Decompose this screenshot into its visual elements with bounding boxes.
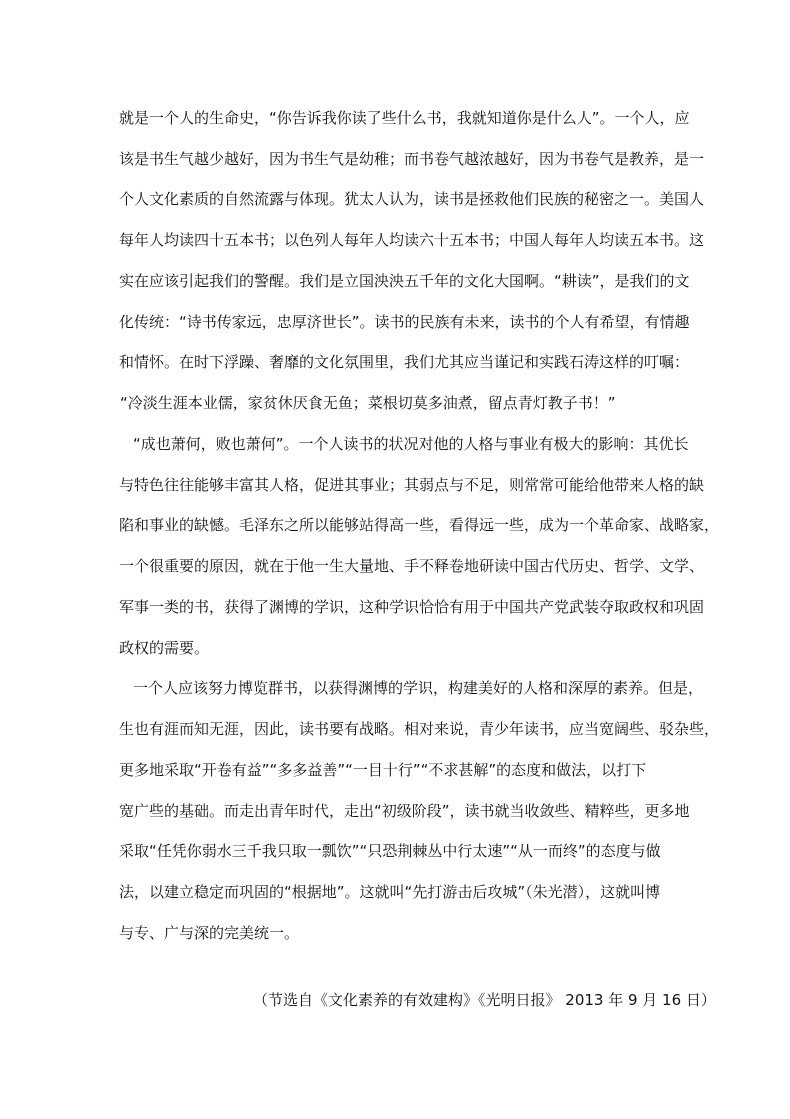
text-line-4: 每年人均读四十五本书；以色列人每年人均读六十五本书；中国人每年人均读五本书。这	[119, 231, 705, 249]
paragraph-3-line-5: 采取“任凭你弱水三千我只取一瓢饮”“只恐荆棘丛中行太速”“从一而终”的态度与做	[119, 842, 661, 860]
quote-line: “冷淡生涯本业儒，家贫休厌食无鱼；菜根切莫多油煮，留点青灯教子书！”	[120, 394, 616, 412]
source-citation: （节选自《文化素养的有效建构》《光明日报》 2013 年 9 月 16 日）	[253, 991, 716, 1009]
paragraph-3-line-6: 法，以建立稳定而巩固的“根据地”。这就叫“先打游击后攻城”（朱光潜），这就叫博	[119, 883, 661, 901]
paragraph-2-line-1: “成也萧何，败也萧何”。一个人读书的状况对他的人格与事业有极大的影响：其优长	[133, 435, 689, 453]
paragraph-3-line-3: 更多地采取“开卷有益”“多多益善”“一目十行”“不求甚解”的态度和做法，以打下	[119, 761, 647, 779]
paragraph-2-line-4: 一个很重要的原因，就在于他一生大量地、手不释卷地研读中国古代历史、哲学、文学、	[119, 557, 705, 575]
text-line-6: 化传统：“诗书传家远，忠厚济世长”。读书的民族有未来，读书的个人有希望，有情趣	[119, 313, 690, 331]
paragraph-2-line-2: 与特色往往能够丰富其人格，促进其事业；其弱点与不足，则常常可能给他带来人格的缺	[119, 476, 705, 494]
text-line-3: 个人文化素质的自然流露与体现。犹太人认为，读书是拯救他们民族的秘密之一。美国人	[119, 190, 705, 208]
text-line-5: 实在应该引起我们的警醒。我们是立国泱泱五千年的文化大国啊。“耕读”，是我们的文	[119, 272, 690, 290]
paragraph-3-line-1: 一个人应该努力博览群书，以获得渊博的学识，构建美好的人格和深厚的素养。但是，	[133, 679, 704, 697]
text-line-7: 和情怀。在时下浮躁、奢靡的文化氛围里，我们尤其应当谨记和实践石涛这样的叮嘱：	[119, 353, 690, 371]
paragraph-3-line-4: 宽广些的基础。而走出青年时代，走出“初级阶段”，读书就当收敛些、精粹些，更多地	[119, 802, 690, 820]
paragraph-3-line-2: 生也有涯而知无涯，因此，读书要有战略。相对来说，青少年读书，应当宽阔些、驳杂些，	[119, 720, 720, 738]
paragraph-2-line-6: 政权的需要。	[119, 639, 210, 657]
paragraph-2-line-3: 陷和事业的缺憾。毛泽东之所以能够站得高一些，看得远一些，成为一个革命家、战略家，	[119, 516, 720, 534]
paragraph-3-line-7: 与专、广与深的完美统一。	[119, 924, 300, 942]
text-line-2: 该是书生气越少越好，因为书生气是幼稚；而书卷气越浓越好，因为书卷气是教养，是一	[119, 150, 705, 168]
text-line-1: 就是一个人的生命史，“你告诉我你读了些什么书，我就知道你是什么人”。一个人，应	[119, 109, 690, 127]
paragraph-2-line-5: 军事一类的书，获得了渊博的学识，这种学识恰恰有用于中国共产党武装夺取政权和巩固	[119, 598, 705, 616]
